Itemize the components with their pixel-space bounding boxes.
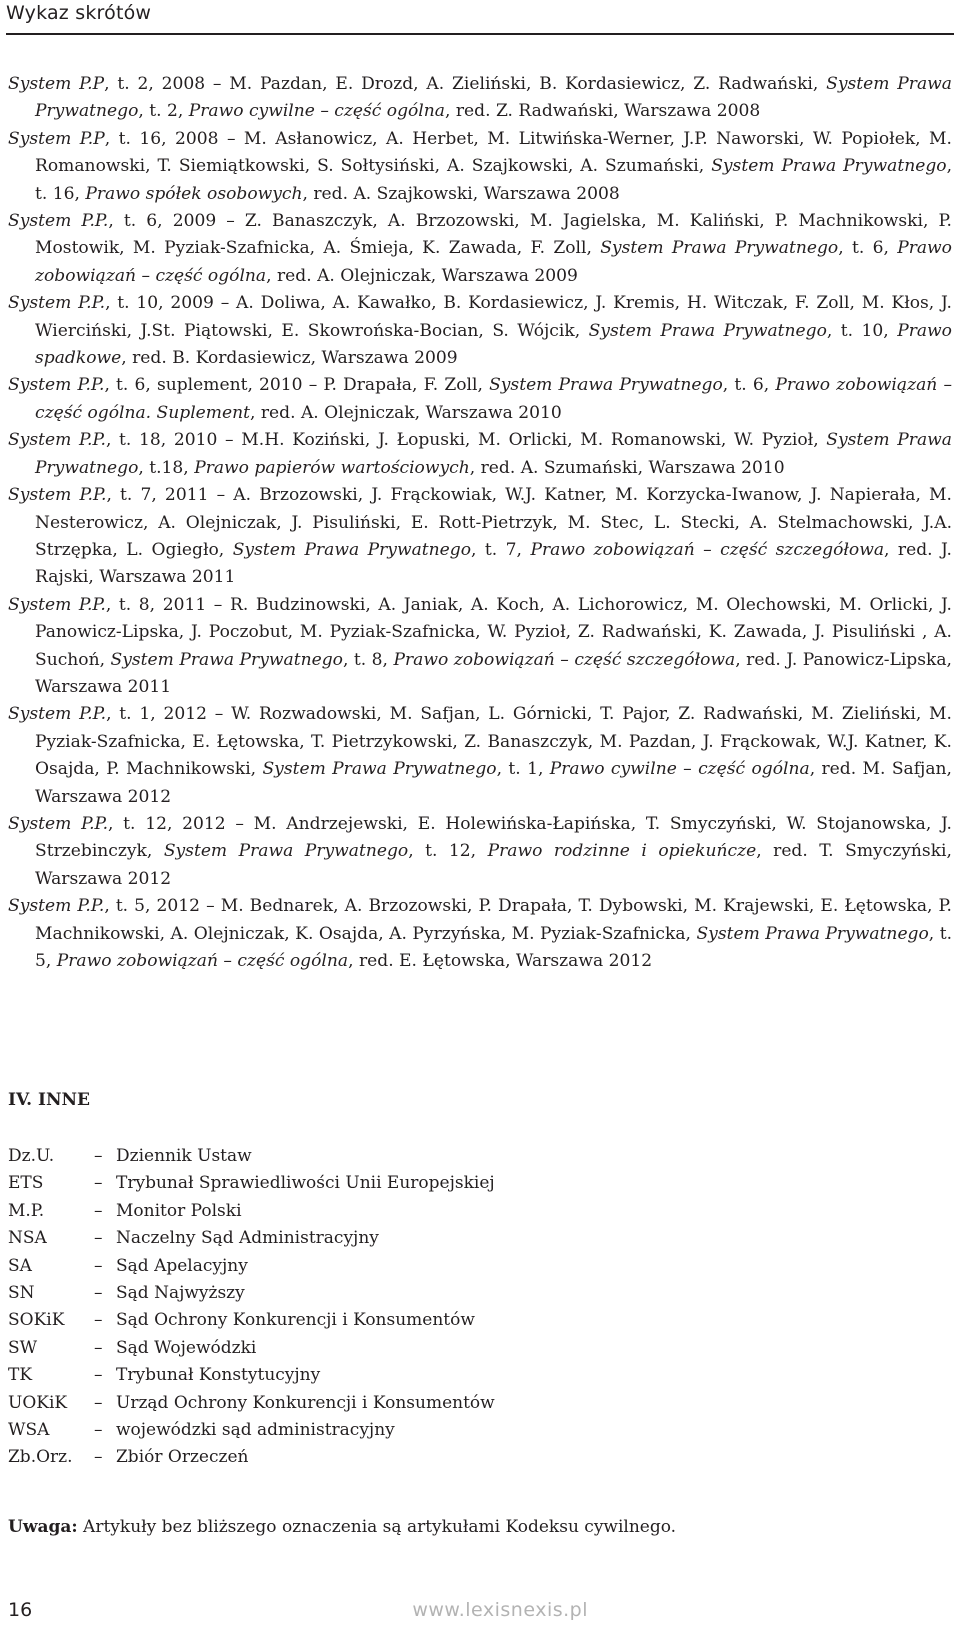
- reference-text: , t. 12,: [408, 841, 488, 862]
- reference-italic-text: System P.P.: [8, 485, 107, 506]
- header-rule: [6, 33, 954, 35]
- abbreviation-row: [8, 1143, 495, 1170]
- reference-italic-text: System P.P: [8, 128, 105, 149]
- reference-italic-text: System Prawa Prywatnego: [489, 375, 723, 396]
- abbreviation-definition: Sąd Najwyższy: [116, 1282, 245, 1303]
- abbreviation-dash: –: [94, 1228, 103, 1249]
- abbreviation-dash: –: [94, 1392, 103, 1413]
- reference-italic-text: System P.P.: [8, 704, 107, 725]
- abbreviation-code: WSA: [8, 1419, 50, 1440]
- abbreviation-code: SA: [8, 1255, 32, 1276]
- reference-text: , red. A. Szumański, Warszawa 2010: [469, 457, 785, 478]
- abbreviation-row: [8, 1335, 495, 1362]
- reference-text: , t. 5, 2012 – M. Bednarek, A. Brzozowski, P. Drapała, T. Dybowski, M. Krajewski, E. Łętowska, P. Machnikowski, A. Olejniczak, K. Osajda, A. Pyrzyńska, M. Pyziak-Szafnicka,: [35, 896, 952, 944]
- abbreviation-dash: –: [94, 1200, 103, 1221]
- abbreviation-code: Dz.U.: [8, 1146, 55, 1166]
- reference-text: , red. B. Kordasiewicz, Warszawa 2009: [121, 348, 458, 369]
- reference-italic-text: Prawo zobowiązań – część szczegółowa: [530, 539, 885, 560]
- reference-text: , red. J. Rajski, Warszawa 2011: [35, 539, 952, 588]
- reference-text: , t. 12, 2012 – M. Andrzejewski, E. Holewińska-Łapińska, T. Smyczyński, W. Stojanowska, J. Strzebinczyk,: [35, 813, 952, 862]
- reference-text: , t. 2,: [138, 101, 189, 122]
- reference-italic-text: System P.P.: [8, 375, 105, 396]
- reference-text: , t. 16,: [35, 156, 952, 204]
- reference-italic-text: System Prawa Prywatnego: [232, 539, 472, 560]
- note-label: Uwaga:: [8, 1517, 78, 1537]
- reference-italic-text: System Prawa Prywatnego: [35, 74, 952, 122]
- reference-text: , red. A. Olejniczak, Warszawa 2009: [266, 265, 578, 286]
- reference-text: , t. 10, 2009 – A. Doliwa, A. Kawałko, B. Kordasiewicz, J. Kremis, H. Witczak, F. Zoll, M. Kłos, J. Wierciński, J.St. Piątowski, E. Skowrońska-Bocian, S. Wójcik,: [35, 293, 952, 341]
- reference-text: , t. 16, 2008 – M. Asłanowicz, A. Herbet, M. Litwińska-Werner, J.P. Naworski, W. Popiołek, M. Romanowski, T. Siemiątkowski, S. Sołtysiński, A. Szajkowski, A. Szumański,: [35, 128, 952, 177]
- reference-entry: [8, 290, 952, 372]
- abbreviation-dash: –: [94, 1255, 103, 1276]
- abbreviation-definition: Zbiór Orzeczeń: [116, 1447, 249, 1468]
- abbreviation-row: [8, 1280, 495, 1307]
- reference-text: , t.18,: [138, 457, 195, 478]
- reference-text: , red. A. Olejniczak, Warszawa 2010: [249, 402, 562, 423]
- abbreviation-definition: Sąd Wojewódzki: [116, 1337, 257, 1358]
- reference-italic-text: System Prawa Prywatnego: [262, 759, 497, 780]
- running-header: [6, 0, 954, 34]
- reference-text: , t. 8, 2011 – R. Budzinowski, A. Janiak, A. Koch, A. Lichorowicz, M. Olechowski, M. Orlicki, J. Panowicz-Lipska, J. Poczobut, M. Pyziak-Szafnicka, W. Pyzioł, Z. Radwański, K. Zawada, J. Pisuliński , A. Suchoń,: [35, 594, 952, 670]
- reference-text: , t. 1,: [496, 759, 550, 780]
- abbreviation-code: SN: [8, 1282, 35, 1303]
- reference-entry: [8, 701, 952, 811]
- abbreviation-code: SW: [8, 1337, 38, 1358]
- reference-entry: [8, 893, 952, 975]
- abbreviation-code: Zb.Orz.: [8, 1447, 73, 1468]
- abbreviation-row: [8, 1225, 495, 1252]
- abbreviation-code: SOKiK: [8, 1310, 65, 1331]
- abbreviation-dash: –: [94, 1419, 103, 1440]
- abbreviation-row: [8, 1444, 495, 1471]
- abbreviation-definition: Sąd Apelacyjny: [116, 1255, 248, 1276]
- reference-entry: [8, 126, 952, 208]
- abbreviation-dash: –: [94, 1310, 103, 1331]
- reference-italic-text: System Prawa Prywatnego: [110, 649, 343, 670]
- reference-italic-text: System P.P.: [8, 293, 106, 314]
- abbreviation-dash: –: [94, 1447, 103, 1468]
- reference-text: , t. 7, 2011 – A. Brzozowski, J. Frąckowiak, W.J. Katner, M. Korzycka-Iwanow, J. Napierała, M. Nesterowicz, A. Olejniczak, J. Pisuliński, E. Rott-Pietrzyk, M. Stec, L. Stecki, A. Stelmachowski, J.A. Strzępka, L. Ogiegło,: [35, 485, 952, 560]
- reference-text: , t. 1, 2012 – W. Rozwadowski, M. Safjan, L. Górnicki, T. Pajor, Z. Radwański, M. Zieliński, M. Pyziak-Szafnicka, E. Łętowska, T. Pietrzykowski, Z. Banaszczyk, M. Pazdan, J. Frąckowak, W.J. Katner, K. Osajda, P. Machnikowski,: [35, 704, 952, 780]
- abbreviation-row: [8, 1253, 495, 1280]
- reference-italic-text: Prawo rodzinne i opiekuńcze: [487, 841, 757, 862]
- abbreviation-dash: –: [94, 1337, 103, 1358]
- reference-text: , red. Z. Radwański, Warszawa 2008: [444, 101, 761, 122]
- reference-text: , t. 10,: [826, 320, 898, 341]
- abbreviation-definition: Naczelny Sąd Administracyjny: [116, 1228, 379, 1249]
- note-text: Artykuły bez bliższego oznaczenia są artykułami Kodeksu cywilnego.: [77, 1517, 677, 1537]
- abbreviation-row: [8, 1417, 495, 1444]
- page-number: 16: [8, 1599, 33, 1621]
- reference-entry: [8, 811, 952, 893]
- reference-italic-text: Prawo cywilne – część ogólna: [188, 101, 445, 122]
- abbreviation-definition: Trybunał Sprawiedliwości Unii Europejskiej: [116, 1173, 495, 1194]
- reference-text: , t. 18, 2010 – M.H. Koziński, J. Łopuski, M. Orlicki, M. Romanowski, W. Pyzioł,: [105, 430, 827, 451]
- abbreviation-row: [8, 1362, 495, 1389]
- abbreviation-row: [8, 1170, 495, 1197]
- reference-text: , t. 6, 2009 – Z. Banaszczyk, A. Brzozowski, M. Jagielska, M. Kaliński, P. Machnikowski, P. Mostowik, M. Pyziak-Szafnicka, A. Śmieja, K. Zawada, F. Zoll,: [35, 211, 952, 259]
- reference-italic-text: System P.P.: [8, 594, 106, 615]
- reference-text: , t. 7,: [471, 539, 531, 560]
- abbreviation-definition: Dziennik Ustaw: [116, 1146, 252, 1166]
- reference-entry: [8, 372, 952, 427]
- reference-italic-text: Prawo cywilne – część ogólna: [549, 759, 810, 780]
- note: [8, 1515, 676, 1539]
- footer-url: www.lexisnexis.pl: [412, 1599, 588, 1621]
- abbreviation-definition: Trybunał Konstytucyjny: [116, 1365, 321, 1386]
- reference-italic-text: System P.P.: [8, 211, 109, 232]
- reference-entry: [8, 427, 952, 482]
- reference-italic-text: System Prawa Prywatnego: [711, 156, 947, 177]
- reference-entry: [8, 71, 952, 126]
- reference-list: [8, 71, 952, 975]
- reference-italic-text: System Prawa Prywatnego: [35, 430, 952, 478]
- abbreviation-dash: –: [94, 1173, 103, 1194]
- abbreviation-code: UOKiK: [8, 1392, 68, 1413]
- reference-text: , red. T. Smyczyński, Warszawa 2012: [35, 841, 952, 889]
- reference-text: , t. 6,: [838, 238, 898, 259]
- reference-italic-text: Prawo zobowiązań – część ogólna: [56, 951, 349, 971]
- abbreviation-list: [8, 1143, 495, 1472]
- header-title: Wykaz skrótów: [6, 2, 152, 24]
- abbreviation-row: [8, 1307, 495, 1334]
- reference-entry: [8, 482, 952, 592]
- reference-text: , t. 6,: [722, 375, 776, 396]
- abbreviation-definition: Urząd Ochrony Konkurencji i Konsumentów: [116, 1392, 495, 1413]
- reference-italic-text: System P.P: [8, 74, 105, 94]
- reference-text: , red. E. Łętowska, Warszawa 2012: [348, 951, 653, 971]
- abbreviation-row: [8, 1390, 495, 1417]
- abbreviation-dash: –: [94, 1365, 103, 1386]
- reference-italic-text: System Prawa Prywatnego: [163, 841, 409, 862]
- abbreviation-definition: Monitor Polski: [116, 1200, 242, 1221]
- reference-italic-text: System P.P.: [8, 430, 106, 451]
- reference-text: , t. 8,: [342, 649, 394, 670]
- reference-italic-text: System P.P.: [8, 813, 109, 834]
- reference-text: , t. 6, suplement, 2010 – P. Drapała, F. Zoll,: [104, 375, 490, 396]
- reference-text: , t. 5,: [35, 923, 953, 971]
- reference-text: , red. A. Szajkowski, Warszawa 2008: [302, 183, 620, 204]
- abbreviation-dash: –: [94, 1282, 103, 1303]
- abbreviation-code: NSA: [8, 1228, 47, 1249]
- reference-italic-text: System P.P.: [8, 896, 105, 917]
- reference-italic-text: System Prawa Prywatnego: [600, 238, 839, 259]
- reference-italic-text: Prawo papierów wartościowych: [194, 457, 470, 478]
- reference-italic-text: Prawo zobowiązań – część ogólna: [35, 238, 952, 286]
- abbreviation-code: ETS: [8, 1173, 44, 1194]
- reference-italic-text: Prawo zobowiązań – część ogólna. Suplement: [35, 375, 952, 423]
- reference-text: , red. M. Safjan, Warszawa 2012: [35, 759, 952, 807]
- reference-italic-text: System Prawa Prywatnego: [588, 320, 827, 341]
- reference-text: , red. J. Panowicz-Lipska, Warszawa 2011: [35, 649, 952, 697]
- reference-entry: [8, 592, 952, 702]
- reference-italic-text: Prawo spółek osobowych: [85, 183, 303, 204]
- abbreviation-code: M.P.: [8, 1200, 45, 1221]
- reference-italic-text: Prawo zobowiązań – część szczegółowa: [393, 649, 736, 670]
- reference-entry: [8, 208, 952, 290]
- abbreviation-definition: wojewódzki sąd administracyjny: [116, 1419, 395, 1440]
- reference-italic-text: Prawo spadkowe: [35, 320, 952, 369]
- abbreviation-definition: Sąd Ochrony Konkurencji i Konsumentów: [116, 1310, 475, 1331]
- abbreviation-row: [8, 1198, 495, 1225]
- reference-text: , t. 2, 2008 – M. Pazdan, E. Drozd, A. Zieliński, B. Kordasiewicz, Z. Radwański,: [104, 74, 827, 94]
- abbreviation-code: TK: [8, 1365, 33, 1386]
- section-title: IV. INNE: [8, 1090, 90, 1110]
- abbreviation-dash: –: [94, 1146, 103, 1166]
- reference-italic-text: System Prawa Prywatnego: [696, 923, 929, 944]
